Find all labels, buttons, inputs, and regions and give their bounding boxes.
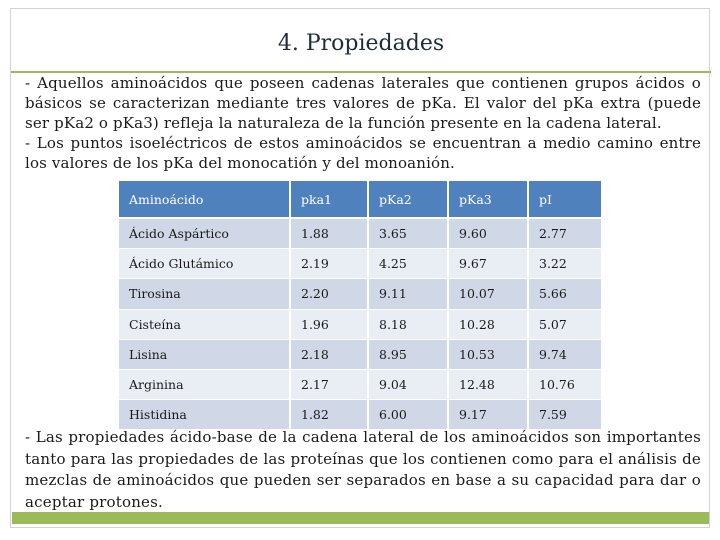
outro-paragraph: - Las propiedades ácido-base de la cadena lateral de los aminoácidos son importantes tanto para las propiedades de las proteínas que los contienen como para el análisis de mezclas de aminoácidos que pueden ser separados en base a su capacidad para dar o aceptar protones. — [25, 428, 701, 511]
table-row — [119, 218, 602, 249]
table-row — [119, 249, 602, 279]
cell-pka2: 8.95 — [368, 339, 448, 369]
cell-pka3: 10.07 — [448, 279, 528, 309]
cell-pi: 7.59 — [528, 400, 602, 430]
cell-pka2: 9.04 — [368, 369, 448, 399]
cell-pka1: 2.17 — [290, 369, 368, 399]
cell-pka2: 6.00 — [368, 400, 448, 430]
cell-pka1: 1.96 — [290, 309, 368, 339]
cell-pka1: 2.18 — [290, 339, 368, 369]
intro-paragraph-2: - Los puntos isoeléctricos de estos aminoácidos se encuentran a medio camino entre los valores de los pKa del monocatión y del monoanión. — [25, 134, 701, 172]
cell-aminoacid: Histidina — [119, 400, 290, 430]
cell-pka2: 8.18 — [368, 309, 448, 339]
cell-pka2: 9.11 — [368, 279, 448, 309]
cell-pka3: 10.53 — [448, 339, 528, 369]
pka-table — [119, 181, 603, 430]
cell-aminoacid: Lisina — [119, 339, 290, 369]
cell-pi: 9.74 — [528, 339, 602, 369]
table-row — [119, 279, 602, 309]
intro-text — [25, 73, 701, 173]
table-row — [119, 339, 602, 369]
cell-pka2: 3.65 — [368, 218, 448, 249]
cell-aminoacid: Ácido Glutámico — [119, 249, 290, 279]
header-aminoacido: Aminoácido — [119, 181, 290, 218]
cell-pi: 3.22 — [528, 249, 602, 279]
slide — [10, 8, 710, 528]
cell-pka3: 12.48 — [448, 369, 528, 399]
cell-pka1: 2.19 — [290, 249, 368, 279]
table-row — [119, 400, 602, 430]
cell-pka3: 9.17 — [448, 400, 528, 430]
cell-aminoacid: Tirosina — [119, 279, 290, 309]
cell-pka1: 2.20 — [290, 279, 368, 309]
header-pka1: pka1 — [290, 181, 368, 218]
cell-pka3: 10.28 — [448, 309, 528, 339]
cell-pi: 10.76 — [528, 369, 602, 399]
header-pka2: pKa2 — [368, 181, 448, 218]
cell-pka2: 4.25 — [368, 249, 448, 279]
cell-pi: 2.77 — [528, 218, 602, 249]
cell-aminoacid: Arginina — [119, 369, 290, 399]
cell-pka3: 9.60 — [448, 218, 528, 249]
intro-paragraph-1: - Aquellos aminoácidos que poseen cadenas laterales que contienen grupos ácidos o básicos se caracterizan mediante tres valores de pKa. El valor del pKa extra (puede ser pKa2 o pKa3) refleja la naturaleza de la función presente en la cadena lateral. — [25, 74, 701, 132]
cell-aminoacid: Cisteína — [119, 309, 290, 339]
cell-pi: 5.07 — [528, 309, 602, 339]
header-pi: pI — [528, 181, 602, 218]
cell-pi: 5.66 — [528, 279, 602, 309]
table-row — [119, 309, 602, 339]
cell-pka1: 1.82 — [290, 400, 368, 430]
slide-title: 4. Propiedades — [277, 31, 445, 56]
footer-accent-bar — [12, 512, 709, 524]
table-header-row — [119, 181, 602, 218]
cell-pka3: 9.67 — [448, 249, 528, 279]
cell-aminoacid: Ácido Aspártico — [119, 218, 290, 249]
header-pka3: pKa3 — [448, 181, 528, 218]
table-row — [119, 369, 602, 399]
cell-pka1: 1.88 — [290, 218, 368, 249]
